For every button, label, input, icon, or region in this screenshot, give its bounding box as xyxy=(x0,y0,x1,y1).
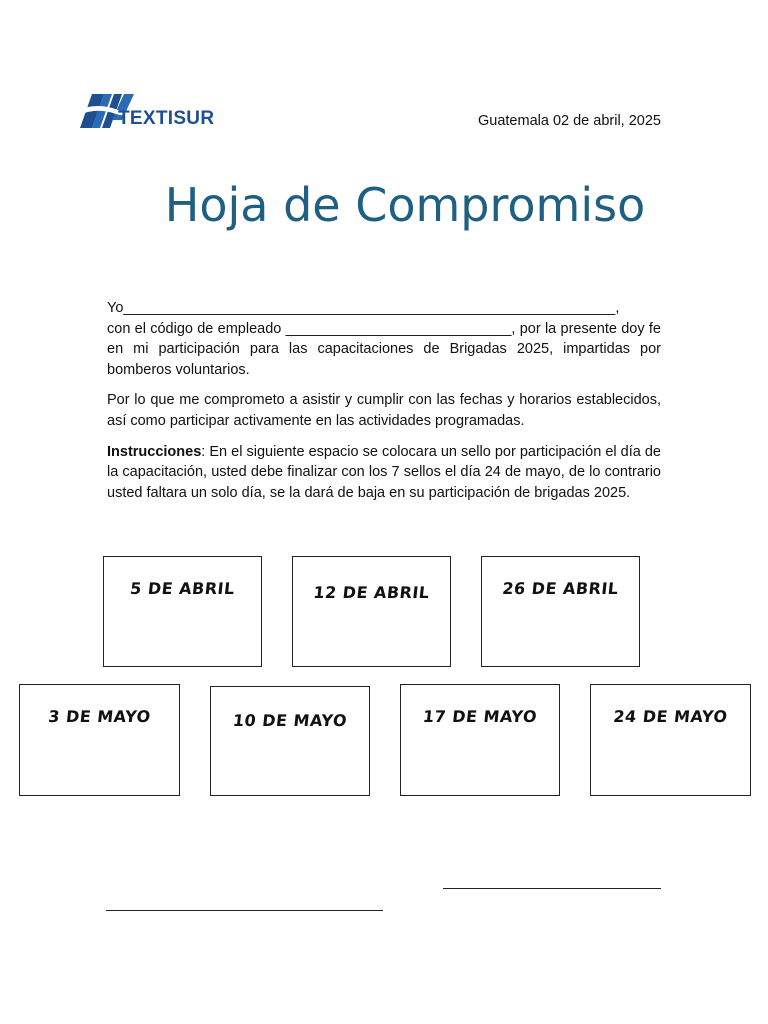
stamp-box-label: 24 DE MAYO xyxy=(612,707,729,726)
instructions-text: : En el siguiente espacio se colocara un sello por participación el día de la capacitación, usted debe finalizar con los 7 sellos el día 24 de mayo, de lo contrario usted faltara un solo día, se la dará de baja en su participación de brigadas 2025. xyxy=(107,443,661,501)
instructions-label: Instrucciones xyxy=(107,443,202,460)
logo-text: TEXTISUR xyxy=(118,108,215,129)
stamp-box-label: 5 DE ABRIL xyxy=(129,579,236,598)
paragraph-employee: con el código de empleado ____________________________, por la presente doy fe en mi participación para las capacitaciones de Brigadas 2025, impartidas por bomberos voluntarios. xyxy=(107,320,661,378)
document-date: Guatemala 02 de abril, 2025 xyxy=(478,113,661,129)
stamp-box-12-abril xyxy=(292,556,451,667)
name-line: Yo_____________________________________________________________, xyxy=(107,300,620,316)
signature-line-left xyxy=(106,910,383,911)
stamp-box-3-mayo xyxy=(19,684,180,796)
stamp-box-label: 26 DE ABRIL xyxy=(501,579,620,598)
company-logo xyxy=(78,90,218,132)
stamp-box-24-mayo xyxy=(590,684,751,796)
stamp-box-10-mayo xyxy=(210,686,370,796)
stamp-box-label: 3 DE MAYO xyxy=(47,707,152,726)
document-body xyxy=(107,298,661,513)
page-title: Hoja de Compromiso xyxy=(164,178,646,232)
stamp-box-17-mayo xyxy=(400,684,560,796)
stamp-box-label: 17 DE MAYO xyxy=(421,707,538,726)
signature-line-right xyxy=(443,888,661,889)
stamp-box-26-abril xyxy=(481,556,640,667)
paragraph-instructions xyxy=(107,442,661,504)
stamp-box-label: 12 DE ABRIL xyxy=(312,583,431,602)
paragraph-commitment: Por lo que me comprometo a asistir y cumplir con las fechas y horarios establecidos, así como participar activamente en las actividades programadas. xyxy=(107,392,661,429)
stamp-box-label: 10 DE MAYO xyxy=(231,711,348,730)
stamp-box-5-abril xyxy=(103,556,262,667)
